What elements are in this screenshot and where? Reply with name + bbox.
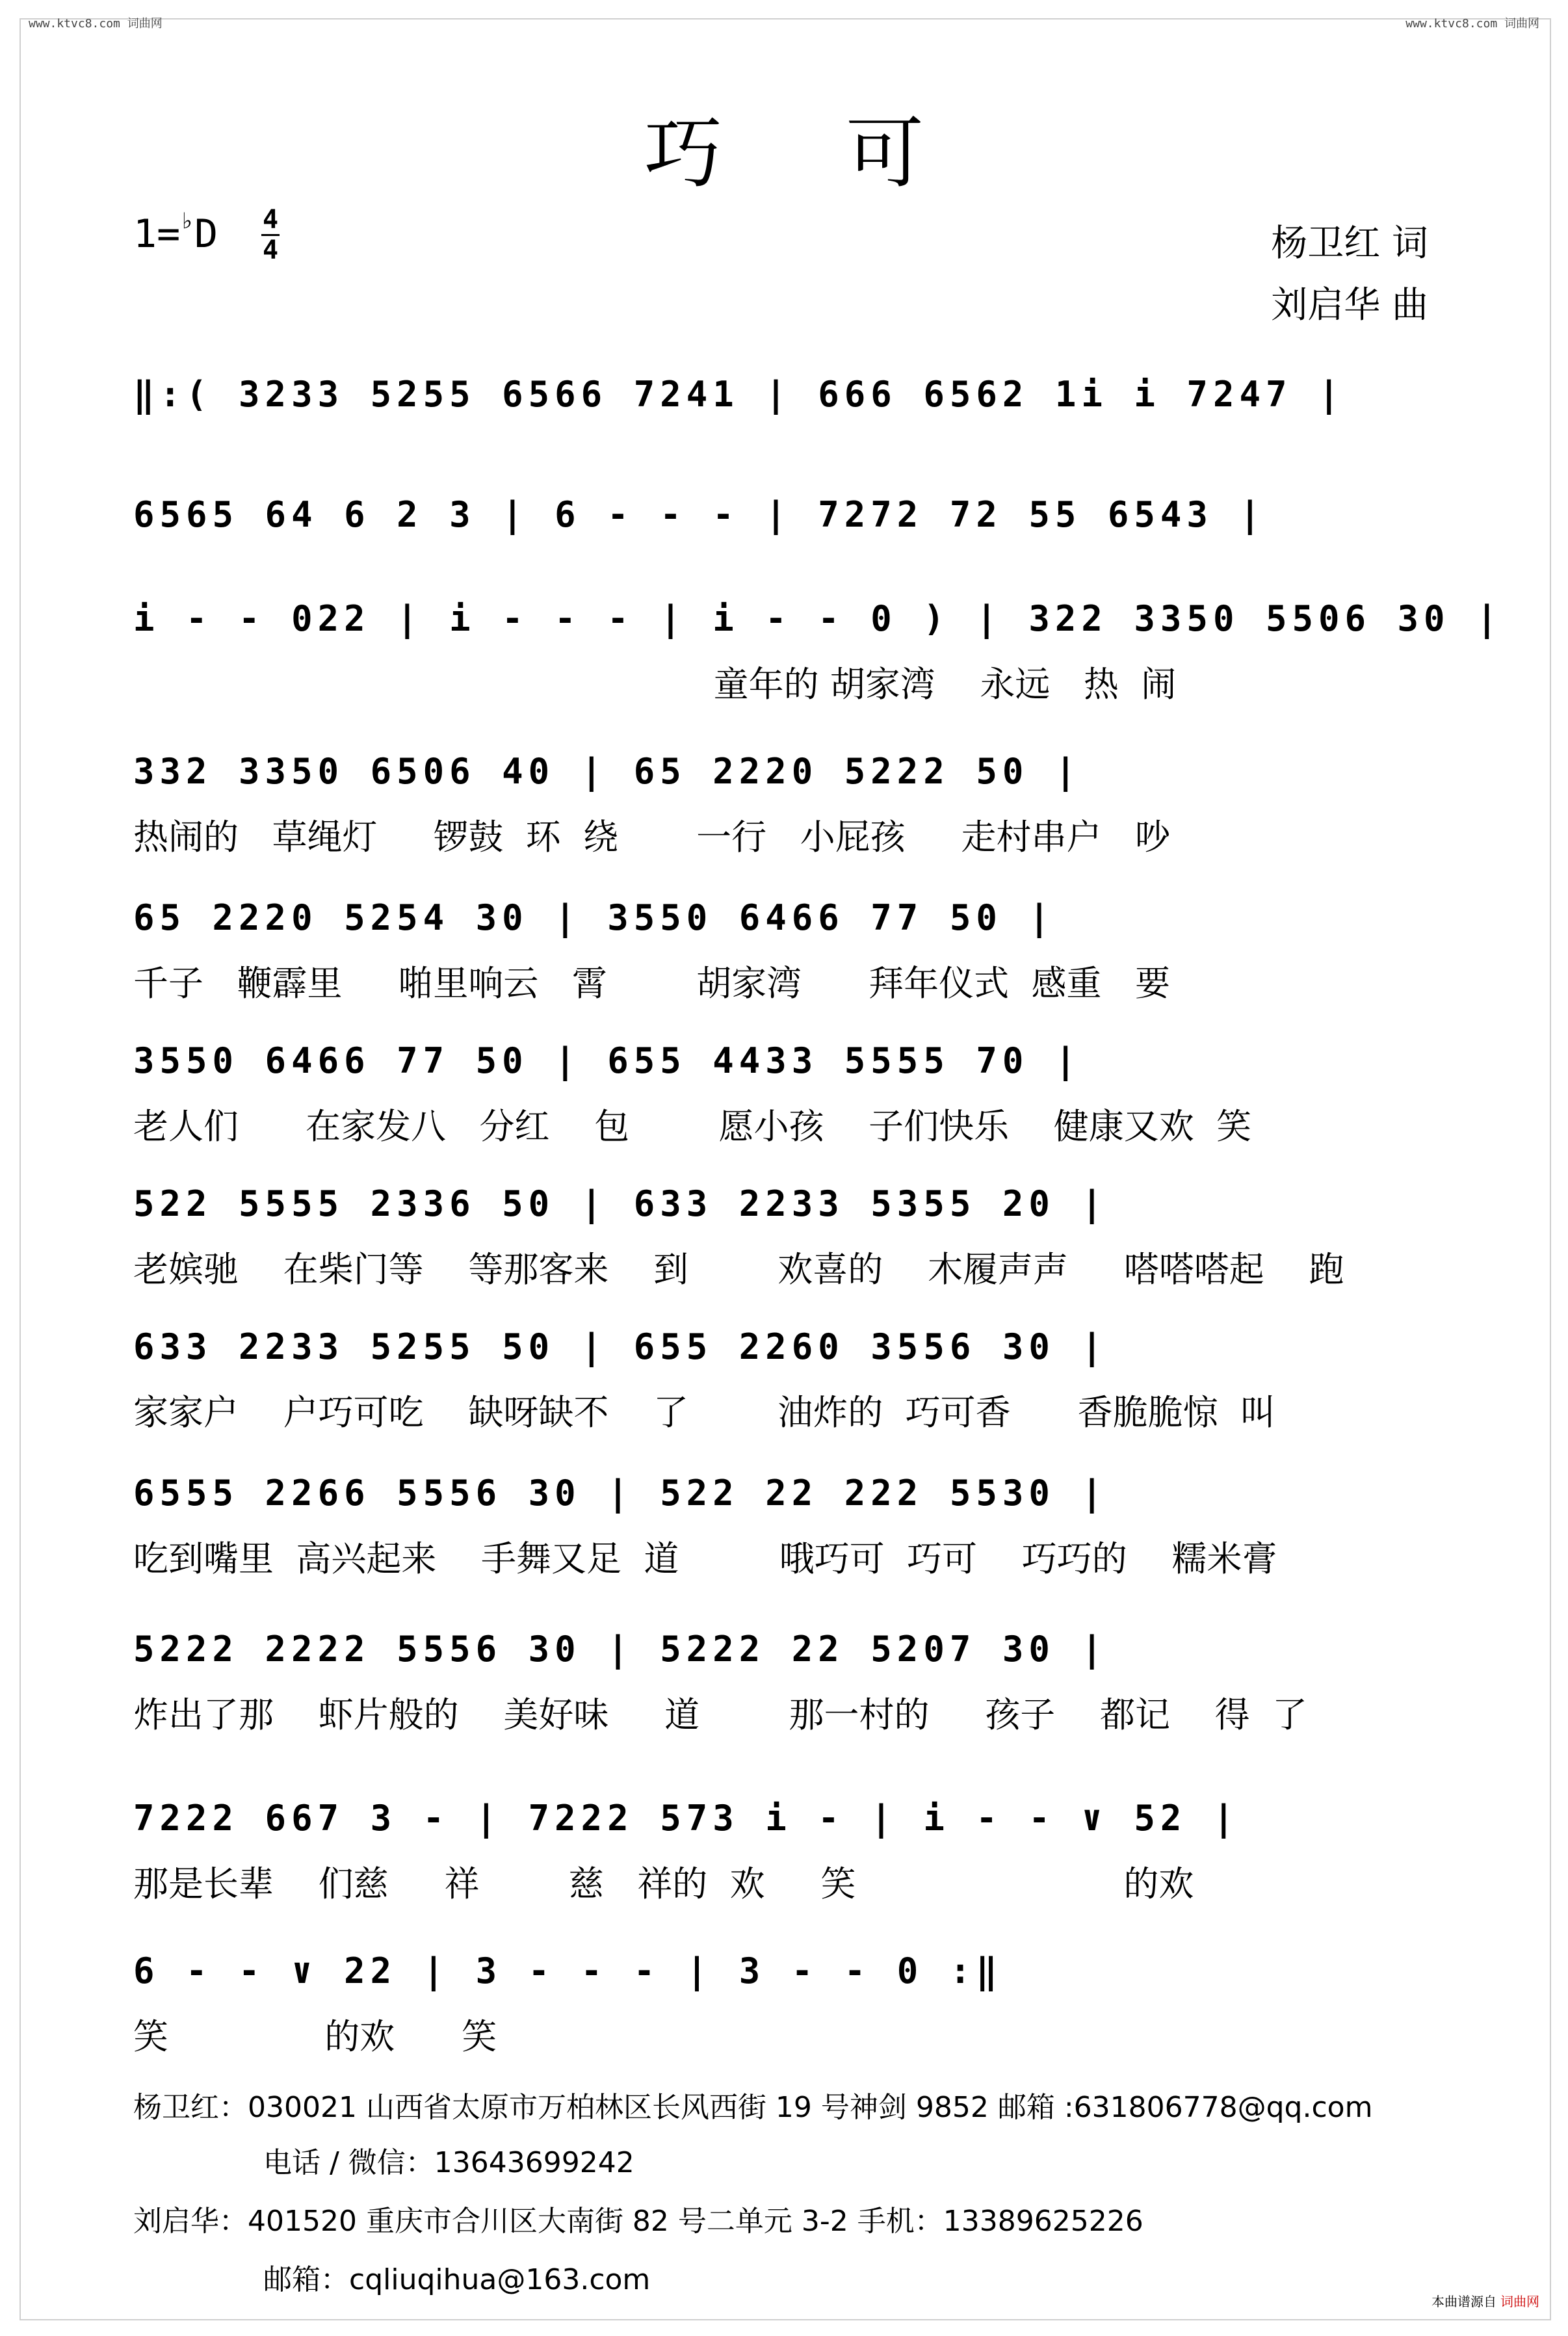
footer-lyricist-contact: 杨卫红：030021 山西省太原市万柏林区长风西街 19 号神剑 9852 邮箱 :631806778@qq.com xyxy=(133,2091,1373,2124)
song-title: 巧可 xyxy=(644,109,1047,199)
score-row-2 xyxy=(133,494,1433,553)
footer-composer-contact: 刘启华：401520 重庆市合川区大南街 82 号二单元 3-2 手机：13389625226 xyxy=(133,2205,1143,2238)
lyrics: 老人们 在家发八 分红 包 愿小孩 子们快乐 健康又欢 笑 xyxy=(133,1106,1252,1147)
notes: 6565 64 6 2 3 | 6 - - - | 7272 72 55 6543 | xyxy=(133,494,1266,535)
score-row-11 xyxy=(133,1798,1433,1908)
notes: 3550 6466 77 50 | 655 4433 5555 70 | xyxy=(133,1040,1082,1081)
notes: ‖:( 3233 5255 6566 7241 | 666 6562 1i i 7247 | xyxy=(133,374,1345,415)
footer-lyricist-phone: 电话 / 微信：13643699242 xyxy=(263,2146,634,2179)
score-row-4 xyxy=(133,751,1433,861)
lyrics: 家家户 户巧可吃 缺呀缺不 了 油炸的 巧可香 香脆脆惊 叫 xyxy=(133,1392,1275,1433)
lyrics: 老嫔驰 在柴门等 等那客来 到 欢喜的 木履声声 嗒嗒嗒起 跑 xyxy=(133,1249,1344,1290)
score-row-7 xyxy=(133,1183,1433,1294)
notes: 6 - - ∨ 22 | 3 - - - | 3 - - 0 :‖ xyxy=(133,1950,1002,1991)
notes: 522 5555 2336 50 | 633 2233 5355 20 | xyxy=(133,1183,1108,1224)
notes: 332 3350 6506 40 | 65 2220 5222 50 | xyxy=(133,751,1082,792)
footer-composer-email: 邮箱：cqliuqihua@163.com xyxy=(263,2263,651,2296)
lyrics: 那是长辈 们慈 祥 慈 祥的 欢 笑 的欢 xyxy=(133,1863,1194,1904)
key-signature: 1=♭D xyxy=(133,208,218,257)
meter-top: 4 xyxy=(262,205,279,235)
source-note: 本曲谱源自 xyxy=(1431,2294,1496,2309)
score-row-1 xyxy=(133,374,1433,432)
notes: 5222 2222 5556 30 | 5222 22 5207 30 | xyxy=(133,1629,1108,1670)
score-row-5 xyxy=(133,897,1433,1008)
watermark-right: www.ktvc8.com 词曲网 xyxy=(1405,17,1539,31)
notes: 65 2220 5254 30 | 3550 6466 77 50 | xyxy=(133,897,1055,938)
score-row-6 xyxy=(133,1040,1433,1151)
time-signature xyxy=(261,205,280,265)
score-row-10 xyxy=(133,1629,1433,1739)
notes: 7222 667 3 - | 7222 573 i - | i - - ∨ 52 | xyxy=(133,1798,1240,1839)
watermark-left: www.ktvc8.com 词曲网 xyxy=(29,17,163,31)
lyrics: 童年的 胡家湾 永远 热 闹 xyxy=(133,664,1177,705)
notes: 633 2233 5255 50 | 655 2260 3556 30 | xyxy=(133,1326,1108,1367)
source-logo: 词曲网 xyxy=(1500,2294,1539,2309)
lyrics: 吃到嘴里 高兴起来 手舞又足 道 哦巧可 巧可 巧巧的 糯米膏 xyxy=(133,1538,1277,1579)
score-row-8 xyxy=(133,1326,1433,1437)
composer-credit: 刘启华 曲 xyxy=(1271,284,1428,326)
score-row-12 xyxy=(133,1950,1433,2061)
lyrics: 炸出了那 虾片般的 美好味 道 那一村的 孩子 都记 得 了 xyxy=(133,1694,1307,1735)
meter-bottom: 4 xyxy=(262,235,279,265)
score-row-3 xyxy=(133,598,1503,709)
notes: 6555 2266 5556 30 | 522 22 222 5530 | xyxy=(133,1473,1108,1514)
lyrics: 千子 鞭霹里 啪里响云 霄 胡家湾 拜年仪式 感重 要 xyxy=(133,963,1170,1004)
score-row-9 xyxy=(133,1473,1433,1583)
notes: i - - 022 | i - - - | i - - 0 ) | 322 3350 5506 30 | xyxy=(133,598,1503,639)
lyrics: 热闹的 草绳灯 锣鼓 环 绕 一行 小屁孩 走村串户 吵 xyxy=(133,817,1170,858)
lyricist-credit: 杨卫红 词 xyxy=(1271,222,1428,265)
lyrics: 笑 的欢 笑 xyxy=(133,2016,497,2057)
